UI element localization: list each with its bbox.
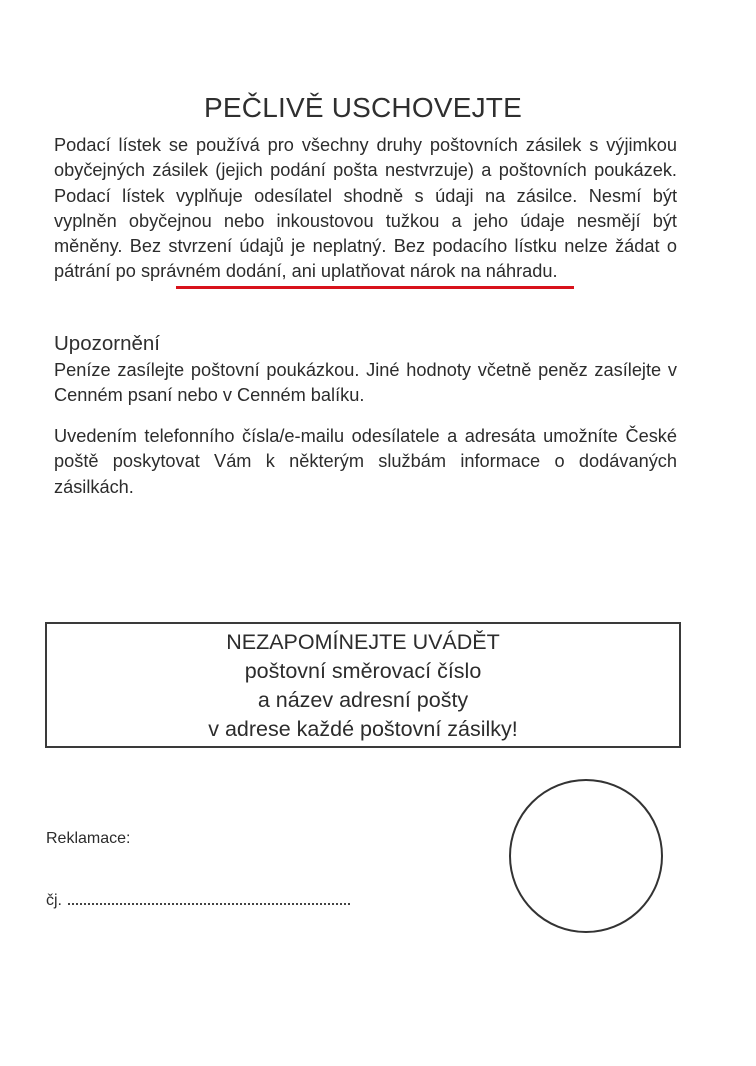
page-title: PEČLIVĚ USCHOVEJTE: [204, 92, 522, 123]
warning-paragraph: Peníze zasílejte poštovní poukázkou. Jiné hodnoty včetně peněz zasílejte v Cenném psaní nebo v Cenném balíku.: [54, 360, 677, 406]
red-underline-mark: [176, 286, 574, 289]
notice-line-3: a název adresní pošty: [257, 688, 469, 712]
instructions-text: Podací lístek se používá pro všechny druhy poštovních zásilek s výjimkou obyčejných zásilek (jejich podání pošta nestvrzuje) a poštovních poukázek. Podací lístek vyplňuje odesílatel shodně s údaji na zásilce. Nesmí být vyplněn obyčejnou nebo inkoustovou tužkou a jeho údaje nesmějí být měněny. Bez stvrzení údajů je neplatný.: [54, 135, 677, 257]
reference-number-field: [46, 892, 350, 910]
dotted-fill-line: [68, 901, 350, 905]
instructions-paragraph: [54, 133, 677, 285]
cj-label: čj.: [46, 892, 62, 909]
instructions-text-end: po správném dodání, ani uplatňovat nárok na náhradu.: [110, 261, 558, 282]
highlighted-text: Bez podacího lístku nelze žádat o pátrání: [54, 236, 677, 282]
reklamace-label: Reklamace:: [46, 830, 131, 847]
contact-info-paragraph: Uvedením telefonního čísla/e-mailu odesílatele a adresáta umožníte České poště poskytovat Vám k některým službám informace o dodávaných zásilkách.: [54, 426, 677, 497]
warning-heading: Upozornění: [54, 332, 160, 355]
notice-line-1: NEZAPOMÍNEJTE UVÁDĚT: [226, 630, 500, 654]
stamp-circle: [509, 779, 663, 933]
notice-line-4: v adrese každé poštovní zásilky!: [208, 717, 518, 741]
notice-box: [45, 622, 681, 748]
notice-line-2: poštovní směrovací číslo: [244, 659, 482, 683]
